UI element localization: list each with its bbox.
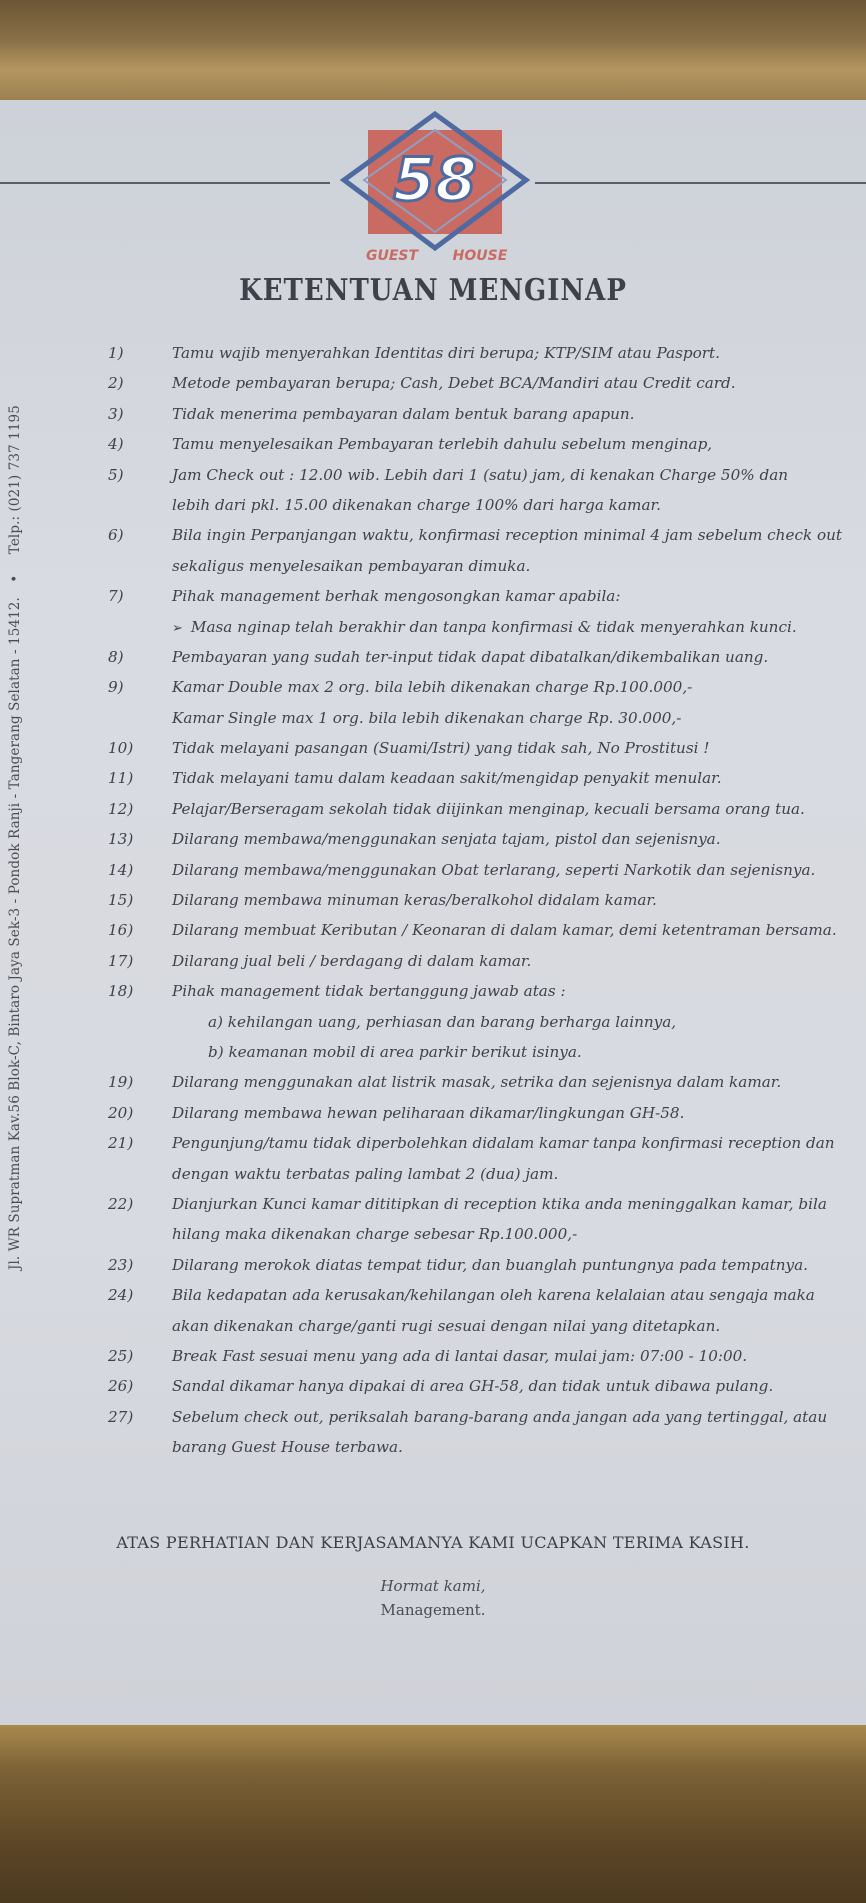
rule-item bbox=[100, 1371, 840, 1401]
rule-text: Tidak melayani tamu dalam keadaan sakit/mengidap penyakit menular. bbox=[172, 769, 722, 788]
rule-item bbox=[100, 1280, 840, 1310]
rule-number: 8) bbox=[108, 647, 124, 666]
rule-number: 19) bbox=[108, 1073, 134, 1092]
header-rule-left bbox=[0, 182, 330, 184]
rule-item bbox=[100, 1341, 840, 1371]
rule-text: Pelajar/Berseragam sekolah tidak diijinkan menginap, kecuali bersama orang tua. bbox=[172, 799, 805, 818]
rule-number: 4) bbox=[108, 435, 124, 454]
rule-number: 18) bbox=[108, 982, 134, 1001]
side-address bbox=[2, 280, 28, 1270]
rule-text: Tamu menyelesaikan Pembayaran terlebih dahulu sebelum menginap, bbox=[172, 435, 713, 454]
rule-text: Pengunjung/tamu tidak diperbolehkan didalam kamar tanpa konfirmasi reception dan bbox=[172, 1134, 835, 1153]
rule-text: Sandal dikamar hanya dipakai di area GH-58, dan tidak untuk dibawa pulang. bbox=[172, 1377, 774, 1396]
rule-item bbox=[100, 460, 840, 490]
rule-text-continuation: dengan waktu terbatas paling lambat 2 (dua) jam. bbox=[172, 1164, 559, 1183]
rule-number: 22) bbox=[108, 1194, 134, 1213]
rule-number: 27) bbox=[108, 1407, 134, 1426]
rule-item bbox=[100, 763, 840, 793]
rule-item bbox=[100, 794, 840, 824]
rule-text: Pembayaran yang sudah ter-input tidak dapat dibatalkan/dikembalikan uang. bbox=[172, 647, 769, 666]
rule-text: Dilarang jual beli / berdagang di dalam kamar. bbox=[172, 951, 532, 970]
rule-item bbox=[100, 1402, 840, 1432]
rule-number: 26) bbox=[108, 1377, 134, 1396]
rule-number: 24) bbox=[108, 1286, 134, 1305]
frame-top bbox=[0, 0, 866, 100]
rule-text: Tamu wajib menyerahkan Identitas diri berupa; KTP/SIM atau Pasport. bbox=[172, 344, 720, 362]
rule-number: 16) bbox=[108, 921, 134, 940]
rule-number: 13) bbox=[108, 830, 134, 849]
rule-text: Dilarang membawa minuman keras/beralkohol didalam kamar. bbox=[172, 891, 657, 910]
rule-item bbox=[100, 915, 840, 945]
rule-item bbox=[100, 1250, 840, 1280]
rule-bullet bbox=[100, 612, 840, 642]
rule-text: Sebelum check out, periksalah barang-barang anda jangan ada yang tertinggal, atau bbox=[172, 1407, 828, 1426]
address-line: Jl. WR Supratman Kav.56 Blok-C, Bintaro Jaya Sek-3 - Pondok Ranji - Tangerang Selatan - 15412. bbox=[7, 597, 23, 1270]
rule-text: Bila kedapatan ada kerusakan/kehilangan oleh karena kelalaian atau sengaja maka bbox=[172, 1286, 815, 1305]
rule-text-continuation: barang Guest House terbawa. bbox=[172, 1438, 403, 1457]
arrow-bullet-icon: ➢ bbox=[172, 620, 183, 636]
rule-text-continuation: sekaligus menyelesaikan pembayaran dimuka. bbox=[172, 556, 531, 575]
rule-item bbox=[100, 338, 840, 368]
rule-item bbox=[100, 642, 840, 672]
rule-text: Metode pembayaran berupa; Cash, Debet BCA/Mandiri atau Credit card. bbox=[172, 374, 736, 393]
rule-text: Dilarang membuat Keributan / Keonaran di dalam kamar, demi ketentraman bersama. bbox=[172, 921, 837, 940]
rule-text: Kamar Double max 2 org. bila lebih dikenakan charge Rp.100.000,- bbox=[172, 678, 693, 697]
header-rule-right bbox=[535, 182, 866, 184]
rule-item bbox=[100, 1128, 840, 1158]
logo-number: 58 bbox=[393, 145, 477, 215]
rule-number: 3) bbox=[108, 404, 124, 423]
signature-greeting: Hormat kami, bbox=[380, 1577, 486, 1595]
rule-text: Dilarang menggunakan alat listrik masak, setrika dan sejenisnya dalam kamar. bbox=[172, 1073, 782, 1092]
rule-number: 9) bbox=[108, 678, 124, 697]
rule-number: 2) bbox=[108, 374, 124, 393]
rule-text: Tidak melayani pasangan (Suami/Istri) yang tidak sah, No Prostitusi ! bbox=[172, 739, 710, 758]
rule-number: 21) bbox=[108, 1134, 134, 1153]
rule-text: Pihak management tidak bertanggung jawab atas : bbox=[172, 982, 566, 1001]
rule-item bbox=[100, 976, 840, 1006]
address-separator: • bbox=[7, 574, 23, 583]
address-phone: Telp.: (021) 737 1195 bbox=[7, 405, 23, 555]
rule-number: 25) bbox=[108, 1346, 134, 1365]
page-title: KETENTUAN MENGINAP bbox=[239, 273, 627, 309]
rule-sub-item: a) kehilangan uang, perhiasan dan barang berharga lainnya, bbox=[208, 1012, 677, 1031]
rule-item bbox=[100, 946, 840, 976]
rule-item bbox=[100, 885, 840, 915]
rule-number: 10) bbox=[108, 739, 134, 758]
rule-item bbox=[100, 581, 840, 611]
logo-guest-word: GUEST bbox=[365, 248, 419, 264]
rule-text: Jam Check out : 12.00 wib. Lebih dari 1 (satu) jam, di kenakan Charge 50% dan bbox=[172, 465, 789, 484]
rule-item bbox=[100, 520, 843, 550]
rule-item bbox=[100, 399, 840, 429]
rule-number: 20) bbox=[108, 1103, 134, 1122]
rule-number: 7) bbox=[108, 587, 124, 606]
rule-text-continuation: lebih dari pkl. 15.00 dikenakan charge 100% dari harga kamar. bbox=[172, 495, 661, 514]
rule-number: 12) bbox=[108, 799, 134, 818]
rule-number: 15) bbox=[108, 891, 134, 910]
rule-item bbox=[100, 368, 840, 398]
rule-item bbox=[100, 1067, 840, 1097]
guest-house-logo bbox=[330, 108, 540, 268]
frame-bottom bbox=[0, 1725, 866, 1903]
rule-sub-item: b) keamanan mobil di area parkir berikut isinya. bbox=[208, 1042, 582, 1061]
rule-number: 14) bbox=[108, 860, 134, 879]
rule-text: Break Fast sesuai menu yang ada di lantai dasar, mulai jam: 07:00 - 10:00. bbox=[172, 1346, 748, 1365]
rule-text-continuation: Kamar Single max 1 org. bila lebih dikenakan charge Rp. 30.000,- bbox=[172, 708, 682, 727]
logo-house-word: HOUSE bbox=[452, 248, 508, 264]
rule-text: Dilarang membawa/menggunakan Obat terlarang, seperti Narkotik dan sejenisnya. bbox=[172, 860, 816, 879]
rule-item bbox=[100, 429, 840, 459]
rule-text: Pihak management berhak mengosongkan kamar apabila: bbox=[172, 587, 621, 606]
rule-text: Dilarang membawa hewan peliharaan dikamar/lingkungan GH-58. bbox=[172, 1103, 685, 1122]
rule-number: 11) bbox=[108, 769, 134, 788]
rule-text: Tidak menerima pembayaran dalam bentuk barang apapun. bbox=[172, 404, 635, 423]
rule-item bbox=[100, 1098, 840, 1128]
rule-number: 6) bbox=[108, 526, 124, 545]
rule-item bbox=[100, 1189, 840, 1219]
rule-item bbox=[100, 733, 840, 763]
rule-text: Dianjurkan Kunci kamar dititipkan di reception ktika anda meninggalkan kamar, bila bbox=[172, 1194, 827, 1213]
rule-text-continuation: akan dikenakan charge/ganti rugi sesuai dengan nilai yang ditetapkan. bbox=[172, 1316, 721, 1335]
closing-statement: ATAS PERHATIAN DAN KERJASAMANYA KAMI UCAPKAN TERIMA KASIH. bbox=[116, 1533, 750, 1552]
rule-bullet-text: Masa nginap telah berakhir dan tanpa konfirmasi & tidak menyerahkan kunci. bbox=[190, 617, 797, 636]
rule-item bbox=[100, 824, 840, 854]
signature-name: Management. bbox=[380, 1601, 486, 1619]
rule-number: 17) bbox=[108, 951, 134, 970]
rule-text: Dilarang merokok diatas tempat tidur, dan buanglah puntungnya pada tempatnya. bbox=[172, 1255, 808, 1274]
rule-text-continuation: hilang maka dikenakan charge sebesar Rp.100.000,- bbox=[172, 1225, 578, 1244]
rule-item bbox=[100, 855, 840, 885]
rule-text: Bila ingin Perpanjangan waktu, konfirmasi reception minimal 4 jam sebelum check out bbox=[172, 526, 843, 545]
rule-text: Dilarang membawa/menggunakan senjata tajam, pistol dan sejenisnya. bbox=[172, 830, 721, 849]
rule-number: 5) bbox=[108, 465, 124, 484]
rule-item bbox=[100, 672, 840, 702]
rule-number: 1) bbox=[108, 344, 124, 362]
rules-list bbox=[100, 338, 843, 1462]
rule-number: 23) bbox=[108, 1255, 134, 1274]
